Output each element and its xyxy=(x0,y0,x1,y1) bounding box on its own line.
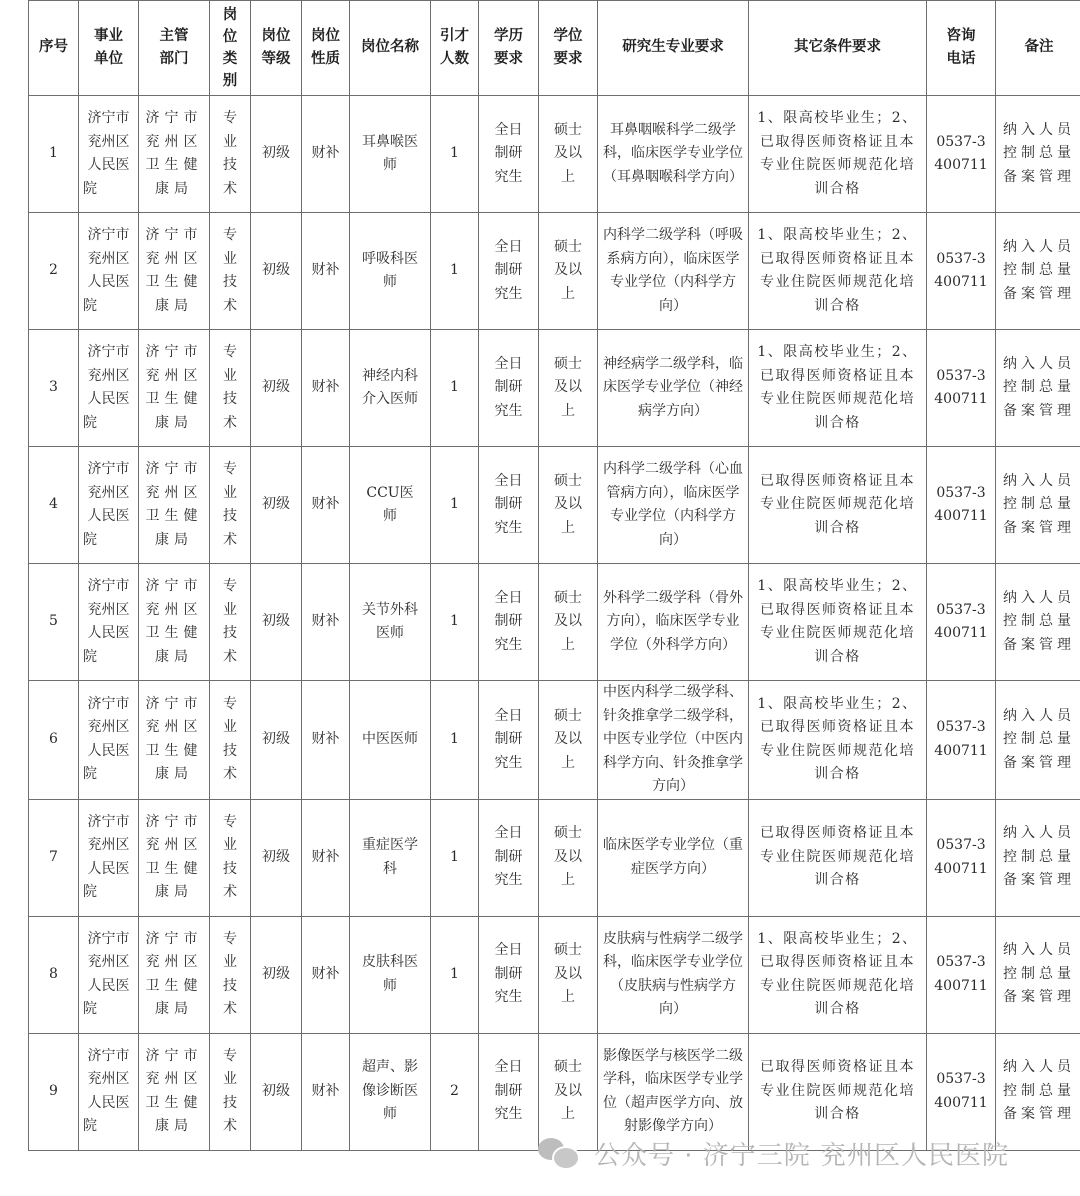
cell-phone: 0537-3400711 xyxy=(927,1033,996,1150)
cell-phone: 0537-3400711 xyxy=(927,564,996,681)
cell-note: 纳入人员控制总量备案管理 xyxy=(996,330,1080,447)
cell-dept: 济宁市兖州区卫生健康局 xyxy=(139,681,210,800)
cell-note: 纳入人员控制总量备案管理 xyxy=(996,916,1080,1033)
cell-major: 耳鼻咽喉科学二级学科，临床医学专业学位（耳鼻咽喉科学方向） xyxy=(598,96,749,213)
table-row xyxy=(29,799,1080,916)
table-row xyxy=(29,447,1080,564)
header-note: 备注 xyxy=(996,1,1080,96)
cell-category: 专业技术 xyxy=(210,1033,251,1150)
watermark-text: 公众号 · 济宁三院 兖州区人民医院 xyxy=(594,1140,1010,1171)
table-row xyxy=(29,916,1080,1033)
cell-unit: 济宁市兖州区人民医院 xyxy=(79,447,139,564)
cell-index: 6 xyxy=(29,681,79,800)
cell-degree: 硕士及以上 xyxy=(539,564,598,681)
cell-other: 已取得医师资格证且本专业住院医师规范化培训合格 xyxy=(749,447,927,564)
cell-unit: 济宁市兖州区人民医院 xyxy=(79,213,139,330)
cell-count: 1 xyxy=(431,96,479,213)
table-row xyxy=(29,564,1080,681)
cell-major: 影像医学与核医学二级学科，临床医学专业学位（超声医学方向、放射影像学方向） xyxy=(598,1033,749,1150)
cell-level: 初级 xyxy=(251,447,302,564)
cell-index: 7 xyxy=(29,799,79,916)
cell-category: 专业技术 xyxy=(210,213,251,330)
cell-nature: 财补 xyxy=(302,1033,350,1150)
cell-degree: 硕士及以上 xyxy=(539,447,598,564)
table-row xyxy=(29,96,1080,213)
cell-position: 超声、影像诊断医师 xyxy=(350,1033,431,1150)
table-row xyxy=(29,681,1080,800)
recruitment-table xyxy=(28,0,1080,1151)
cell-dept: 济宁市兖州区卫生健康局 xyxy=(139,447,210,564)
cell-degree: 硕士及以上 xyxy=(539,799,598,916)
cell-dept: 济宁市兖州区卫生健康局 xyxy=(139,916,210,1033)
header-degree: 学位 要求 xyxy=(539,1,598,96)
header-unit: 事业 单位 xyxy=(79,1,139,96)
cell-note: 纳入人员控制总量备案管理 xyxy=(996,681,1080,800)
cell-education: 全日制研究生 xyxy=(479,799,539,916)
cell-other: 1、限高校毕业生；2、已取得医师资格证且本专业住院医师规范化培训合格 xyxy=(749,330,927,447)
cell-unit: 济宁市兖州区人民医院 xyxy=(79,564,139,681)
cell-education: 全日制研究生 xyxy=(479,96,539,213)
cell-dept: 济宁市兖州区卫生健康局 xyxy=(139,799,210,916)
cell-major: 皮肤病与性病学二级学科，临床医学专业学位（皮肤病与性病学方向） xyxy=(598,916,749,1033)
header-education: 学历 要求 xyxy=(479,1,539,96)
cell-phone: 0537-3400711 xyxy=(927,799,996,916)
cell-major: 临床医学专业学位（重症医学方向） xyxy=(598,799,749,916)
cell-education: 全日制研究生 xyxy=(479,213,539,330)
header-other: 其它条件要求 xyxy=(749,1,927,96)
cell-category: 专业技术 xyxy=(210,447,251,564)
cell-unit: 济宁市兖州区人民医院 xyxy=(79,1033,139,1150)
cell-degree: 硕士及以上 xyxy=(539,916,598,1033)
cell-unit: 济宁市兖州区人民医院 xyxy=(79,330,139,447)
cell-level: 初级 xyxy=(251,213,302,330)
cell-note: 纳入人员控制总量备案管理 xyxy=(996,447,1080,564)
cell-note: 纳入人员控制总量备案管理 xyxy=(996,213,1080,330)
cell-dept: 济宁市兖州区卫生健康局 xyxy=(139,213,210,330)
cell-degree: 硕士及以上 xyxy=(539,96,598,213)
cell-nature: 财补 xyxy=(302,799,350,916)
cell-dept: 济宁市兖州区卫生健康局 xyxy=(139,96,210,213)
cell-major: 外科学二级学科（骨外方向），临床医学专业学位（外科学方向） xyxy=(598,564,749,681)
cell-major: 中医内科学二级学科、针灸推拿学二级学科，中医专业学位（中医内科学方向、针灸推拿学方向） xyxy=(598,681,749,800)
cell-level: 初级 xyxy=(251,799,302,916)
cell-phone: 0537-3400711 xyxy=(927,330,996,447)
cell-unit: 济宁市兖州区人民医院 xyxy=(79,916,139,1033)
cell-category: 专业技术 xyxy=(210,96,251,213)
cell-count: 1 xyxy=(431,330,479,447)
table-header-row xyxy=(29,1,1080,96)
cell-education: 全日制研究生 xyxy=(479,447,539,564)
cell-other: 已取得医师资格证且本专业住院医师规范化培训合格 xyxy=(749,1033,927,1150)
cell-phone: 0537-3400711 xyxy=(927,96,996,213)
cell-index: 2 xyxy=(29,213,79,330)
cell-level: 初级 xyxy=(251,330,302,447)
cell-note: 纳入人员控制总量备案管理 xyxy=(996,564,1080,681)
cell-other: 1、限高校毕业生；2、已取得医师资格证且本专业住院医师规范化培训合格 xyxy=(749,916,927,1033)
cell-index: 5 xyxy=(29,564,79,681)
cell-position: CCU医师 xyxy=(350,447,431,564)
table-row xyxy=(29,213,1080,330)
cell-index: 1 xyxy=(29,96,79,213)
cell-position: 呼吸科医师 xyxy=(350,213,431,330)
cell-unit: 济宁市兖州区人民医院 xyxy=(79,681,139,800)
header-position: 岗位名称 xyxy=(350,1,431,96)
cell-category: 专业技术 xyxy=(210,681,251,800)
cell-degree: 硕士及以上 xyxy=(539,681,598,800)
header-major: 研究生专业要求 xyxy=(598,1,749,96)
cell-phone: 0537-3400711 xyxy=(927,916,996,1033)
cell-phone: 0537-3400711 xyxy=(927,447,996,564)
cell-level: 初级 xyxy=(251,916,302,1033)
cell-dept: 济宁市兖州区卫生健康局 xyxy=(139,564,210,681)
watermark xyxy=(538,1133,1009,1173)
header-phone: 咨询 电话 xyxy=(927,1,996,96)
cell-nature: 财补 xyxy=(302,916,350,1033)
cell-nature: 财补 xyxy=(302,564,350,681)
cell-level: 初级 xyxy=(251,681,302,800)
cell-education: 全日制研究生 xyxy=(479,681,539,800)
cell-note: 纳入人员控制总量备案管理 xyxy=(996,96,1080,213)
cell-level: 初级 xyxy=(251,96,302,213)
cell-level: 初级 xyxy=(251,564,302,681)
cell-other: 1、限高校毕业生；2、已取得医师资格证且本专业住院医师规范化培训合格 xyxy=(749,96,927,213)
cell-count: 1 xyxy=(431,564,479,681)
cell-education: 全日制研究生 xyxy=(479,330,539,447)
cell-phone: 0537-3400711 xyxy=(927,213,996,330)
cell-unit: 济宁市兖州区人民医院 xyxy=(79,96,139,213)
cell-degree: 硕士及以上 xyxy=(539,330,598,447)
header-category: 岗 位 类 别 xyxy=(210,1,251,96)
cell-position: 关节外科医师 xyxy=(350,564,431,681)
header-nature: 岗位 性质 xyxy=(302,1,350,96)
cell-index: 9 xyxy=(29,1033,79,1150)
cell-count: 1 xyxy=(431,213,479,330)
cell-category: 专业技术 xyxy=(210,916,251,1033)
cell-level: 初级 xyxy=(251,1033,302,1150)
cell-count: 2 xyxy=(431,1033,479,1150)
cell-degree: 硕士及以上 xyxy=(539,1033,598,1150)
cell-nature: 财补 xyxy=(302,681,350,800)
cell-degree: 硕士及以上 xyxy=(539,213,598,330)
cell-category: 专业技术 xyxy=(210,330,251,447)
cell-education: 全日制研究生 xyxy=(479,1033,539,1150)
header-dept: 主管 部门 xyxy=(139,1,210,96)
cell-major: 内科学二级学科（呼吸系病方向），临床医学专业学位（内科学方向） xyxy=(598,213,749,330)
cell-nature: 财补 xyxy=(302,96,350,213)
cell-note: 纳入人员控制总量备案管理 xyxy=(996,799,1080,916)
cell-index: 3 xyxy=(29,330,79,447)
cell-other: 1、限高校毕业生；2、已取得医师资格证且本专业住院医师规范化培训合格 xyxy=(749,681,927,800)
header-index: 序号 xyxy=(29,1,79,96)
cell-major: 内科学二级学科（心血管病方向），临床医学专业学位（内科学方向） xyxy=(598,447,749,564)
cell-position: 中医医师 xyxy=(350,681,431,800)
cell-nature: 财补 xyxy=(302,330,350,447)
cell-count: 1 xyxy=(431,916,479,1033)
cell-unit: 济宁市兖州区人民医院 xyxy=(79,799,139,916)
wechat-icon xyxy=(538,1136,584,1170)
cell-major: 神经病学二级学科，临床医学专业学位（神经病学方向） xyxy=(598,330,749,447)
cell-dept: 济宁市兖州区卫生健康局 xyxy=(139,1033,210,1150)
cell-other: 1、限高校毕业生；2、已取得医师资格证且本专业住院医师规范化培训合格 xyxy=(749,213,927,330)
cell-count: 1 xyxy=(431,799,479,916)
cell-category: 专业技术 xyxy=(210,799,251,916)
cell-education: 全日制研究生 xyxy=(479,916,539,1033)
cell-nature: 财补 xyxy=(302,447,350,564)
cell-position: 神经内科介入医师 xyxy=(350,330,431,447)
table-row xyxy=(29,330,1080,447)
cell-dept: 济宁市兖州区卫生健康局 xyxy=(139,330,210,447)
cell-index: 4 xyxy=(29,447,79,564)
cell-note: 纳入人员控制总量备案管理 xyxy=(996,1033,1080,1150)
header-count: 引才 人数 xyxy=(431,1,479,96)
cell-position: 重症医学科 xyxy=(350,799,431,916)
header-level: 岗位 等级 xyxy=(251,1,302,96)
cell-other: 1、限高校毕业生；2、已取得医师资格证且本专业住院医师规范化培训合格 xyxy=(749,564,927,681)
cell-phone: 0537-3400711 xyxy=(927,681,996,800)
cell-position: 耳鼻喉医师 xyxy=(350,96,431,213)
cell-category: 专业技术 xyxy=(210,564,251,681)
cell-education: 全日制研究生 xyxy=(479,564,539,681)
cell-position: 皮肤科医师 xyxy=(350,916,431,1033)
cell-count: 1 xyxy=(431,447,479,564)
cell-other: 已取得医师资格证且本专业住院医师规范化培训合格 xyxy=(749,799,927,916)
cell-count: 1 xyxy=(431,681,479,800)
cell-nature: 财补 xyxy=(302,213,350,330)
cell-index: 8 xyxy=(29,916,79,1033)
